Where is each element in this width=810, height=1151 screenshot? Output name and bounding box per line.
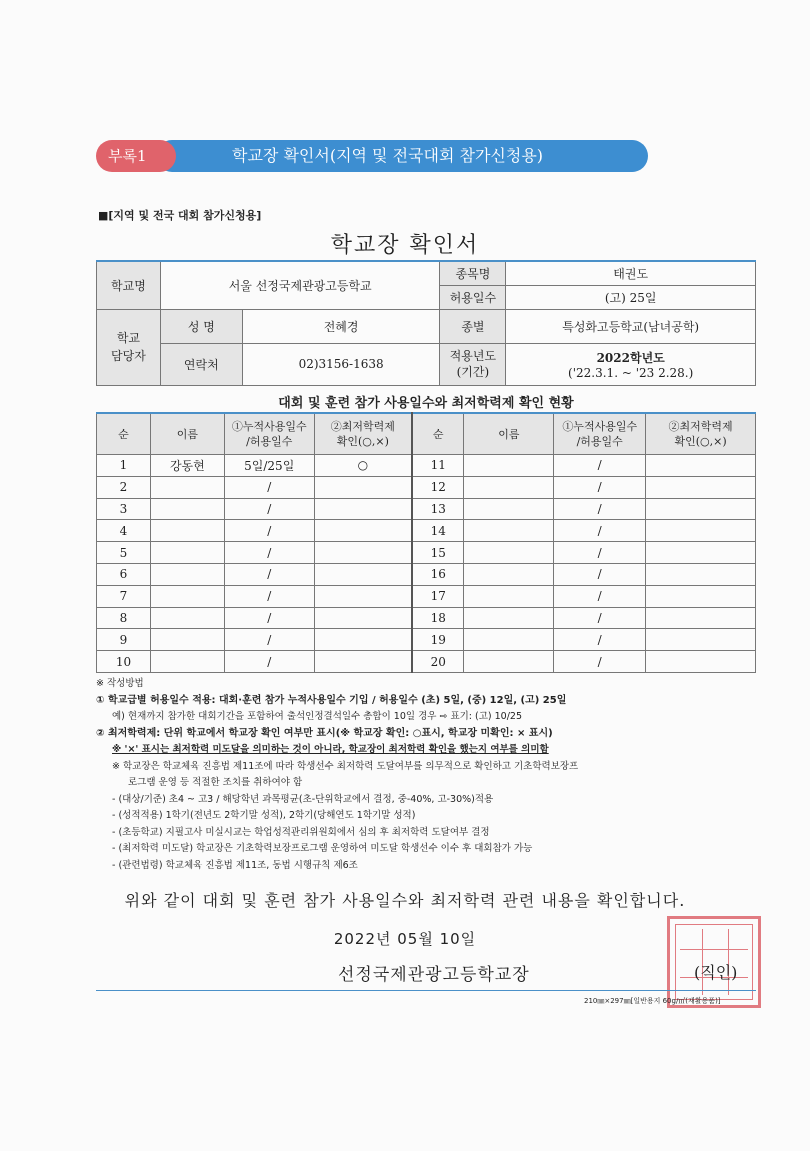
writing-instructions xyxy=(96,676,776,874)
table-cell xyxy=(464,498,554,520)
table-cell xyxy=(646,455,756,477)
col-header: 순 xyxy=(97,413,151,455)
year-value: 2022학년도 xyxy=(596,350,665,365)
year-label: 적용년도 (기간) xyxy=(440,343,506,385)
table-row xyxy=(97,498,756,520)
table-cell: / xyxy=(554,476,646,498)
col-header: ①누적사용일수 /허용일수 xyxy=(224,413,314,455)
notes-title: ※ 작성방법 xyxy=(96,678,144,689)
table-row xyxy=(97,563,756,585)
note-2-warning: ※ '×' 표시는 최저학력 미도달을 의미하는 것이 아니라, 학교장이 최저학력 확인을 했는지 여부를 의미함 xyxy=(112,744,549,755)
criteria-target: - (대상/기준) 초4 ~ 고3 / 해당학년 과목평균(초-단위학교에서 결정, 중-40%, 고-30%)적용 xyxy=(112,793,494,805)
table-cell: / xyxy=(224,585,314,607)
table-cell xyxy=(314,607,412,629)
section-title: 대회 및 훈련 참가 사용일수와 최저학력제 확인 현황 xyxy=(278,396,574,411)
school-info-table xyxy=(96,260,756,386)
name-label: 성 명 xyxy=(160,309,242,343)
table-cell xyxy=(464,455,554,477)
table-cell xyxy=(314,476,412,498)
table-cell xyxy=(646,563,756,585)
type-label: 종별 xyxy=(440,309,506,343)
col-header: 이름 xyxy=(150,413,224,455)
table-cell: / xyxy=(554,629,646,651)
table-cell: 3 xyxy=(97,498,151,520)
type-value: 특성화고등학교(남녀공학) xyxy=(506,309,756,343)
col-header: ②최저학력제 확인(○,×) xyxy=(314,413,412,455)
table-cell: / xyxy=(554,520,646,542)
col-header: ②최저학력제 확인(○,×) xyxy=(646,413,756,455)
table-cell xyxy=(646,607,756,629)
table-cell: 10 xyxy=(97,651,151,673)
table-cell xyxy=(150,563,224,585)
table-row xyxy=(97,607,756,629)
table-cell xyxy=(464,563,554,585)
table-cell xyxy=(464,629,554,651)
table-cell: 2 xyxy=(97,476,151,498)
bottom-rule xyxy=(96,990,756,991)
criteria-law: - (관련법령) 학교체육 진흥법 제11조, 동법 시행규칙 제6조 xyxy=(112,859,358,871)
table-cell: 강동현 xyxy=(150,455,224,477)
criteria-grades: - (성적적용) 1학기(전년도 2학기말 성적), 2학기(당해연도 1학기말 성적) xyxy=(112,810,416,821)
table-cell xyxy=(464,651,554,673)
note-1: ① 학교급별 허용일수 적용: 대회·훈련 참가 누적사용일수 기입 / 허용일수 (초) 5일, (중) 12일, (고) 25일 xyxy=(96,694,567,706)
table-cell: / xyxy=(554,651,646,673)
sport-label: 종목명 xyxy=(440,261,506,285)
table-cell: 13 xyxy=(412,498,464,520)
seal-label: (직인) xyxy=(694,963,738,982)
period-value: ('22.3.1. ~ '23 2.28.) xyxy=(568,365,694,380)
criteria-elementary: - (초등학교) 지필고사 미실시교는 학업성적관리위원회에서 심의 후 최저학력 도달여부 결정 xyxy=(112,826,490,838)
table-cell xyxy=(150,651,224,673)
table-cell: 17 xyxy=(412,585,464,607)
manager-label: 학교 담당자 xyxy=(97,309,161,385)
banner-tag: 부록1 xyxy=(96,140,176,172)
table-cell: / xyxy=(224,542,314,564)
table-row xyxy=(97,651,756,673)
table-cell: / xyxy=(224,520,314,542)
banner-title xyxy=(156,140,648,172)
table-cell: 6 xyxy=(97,563,151,585)
table-cell: 12 xyxy=(412,476,464,498)
table-cell: 5일/25일 xyxy=(224,455,314,477)
table-cell: 11 xyxy=(412,455,464,477)
table-row xyxy=(97,585,756,607)
table-cell xyxy=(646,520,756,542)
table-cell xyxy=(314,585,412,607)
col-header: 이름 xyxy=(464,413,554,455)
table-cell: / xyxy=(554,498,646,520)
banner-title-text: 학교장 확인서(지역 및 전국대회 참가신청용) xyxy=(232,146,544,165)
subheading: ■[지역 및 전국 대회 참가신청용] xyxy=(98,209,262,222)
table-cell xyxy=(150,607,224,629)
table-cell: 14 xyxy=(412,520,464,542)
table-cell: 18 xyxy=(412,607,464,629)
table-row xyxy=(97,455,756,477)
table-cell: 5 xyxy=(97,542,151,564)
table-row xyxy=(97,476,756,498)
note-2-detail-cont: 로그램 운영 등 적절한 조치를 취하여야 함 xyxy=(128,777,303,788)
table-cell: / xyxy=(224,563,314,585)
table-cell: ○ xyxy=(314,455,412,477)
table-cell: 16 xyxy=(412,563,464,585)
days-value: (고) 25일 xyxy=(506,285,756,309)
table-cell: 20 xyxy=(412,651,464,673)
table-cell xyxy=(646,498,756,520)
school-label: 학교명 xyxy=(97,261,161,309)
table-cell xyxy=(314,498,412,520)
note-1-example: 예) 현재까지 참가한 대회기간을 포함하여 출석인정결석일수 총합이 10일 경우 ⇨ 표기: (고) 10/25 xyxy=(112,711,523,722)
table-cell: / xyxy=(554,563,646,585)
participation-table xyxy=(96,412,756,673)
confirmation-statement: 위와 같이 대회 및 훈련 참가 사용일수와 최저학력 관련 내용을 확인합니다. xyxy=(124,891,686,910)
document-title: 학교장 확인서 xyxy=(330,233,480,258)
table-cell: 15 xyxy=(412,542,464,564)
table-cell xyxy=(150,498,224,520)
table-cell xyxy=(464,607,554,629)
table-cell: 4 xyxy=(97,520,151,542)
table-cell: / xyxy=(224,651,314,673)
note-2-detail: ※ 학교장은 학교체육 진흥법 제11조에 따라 학생선수 최저학력 도달여부를 의무적으로 확인하고 기초학력보장프 xyxy=(112,760,579,772)
contact-label: 연락처 xyxy=(160,343,242,385)
table-cell: 8 xyxy=(97,607,151,629)
table-cell xyxy=(646,585,756,607)
table-cell xyxy=(646,629,756,651)
school-value: 서울 선정국제관광고등학교 xyxy=(160,261,440,309)
appendix-banner xyxy=(96,140,648,172)
table-row xyxy=(97,520,756,542)
table-cell: 9 xyxy=(97,629,151,651)
table-cell xyxy=(314,563,412,585)
table-cell: 1 xyxy=(97,455,151,477)
table-cell xyxy=(314,629,412,651)
table-cell: / xyxy=(224,607,314,629)
table-cell xyxy=(314,651,412,673)
note-2: ② 최저학력제: 단위 학교에서 학교장 확인 여부만 표시(※ 학교장 확인: ○표시, 학교장 미확인: × 표시) xyxy=(96,727,553,739)
table-cell xyxy=(150,520,224,542)
table-cell xyxy=(646,476,756,498)
table-cell xyxy=(464,520,554,542)
table-cell xyxy=(150,629,224,651)
table-cell: / xyxy=(554,585,646,607)
table-cell: 19 xyxy=(412,629,464,651)
table-cell: 7 xyxy=(97,585,151,607)
col-header: 순 xyxy=(412,413,464,455)
year-cell xyxy=(506,343,756,385)
table-cell xyxy=(150,476,224,498)
table-cell xyxy=(150,542,224,564)
contact-value: 02)3156-1638 xyxy=(242,343,440,385)
col-header: ①누적사용일수 /허용일수 xyxy=(554,413,646,455)
sport-value: 태권도 xyxy=(506,261,756,285)
table-cell xyxy=(464,476,554,498)
table-cell xyxy=(314,520,412,542)
table-row xyxy=(97,629,756,651)
criteria-unmet: - (최저학력 미도달) 학교장은 기초학력보장프로그램 운영하여 미도달 학생선수 이수 후 대회참가 가능 xyxy=(112,843,533,854)
paper-spec: 210㎜×297㎜[일반용지 60g/㎡(재활용품)] xyxy=(584,997,721,1005)
table-cell: / xyxy=(554,542,646,564)
table-cell xyxy=(314,542,412,564)
table-row xyxy=(97,542,756,564)
table-cell: / xyxy=(554,607,646,629)
table-cell xyxy=(464,585,554,607)
table-cell: / xyxy=(224,498,314,520)
table-cell xyxy=(464,542,554,564)
days-label: 허용일수 xyxy=(440,285,506,309)
issue-date: 2022년 05월 10일 xyxy=(333,930,477,948)
name-value: 전혜경 xyxy=(242,309,440,343)
table-cell: / xyxy=(224,629,314,651)
principal-name: 선정국제관광고등학교장 xyxy=(338,965,530,985)
table-cell xyxy=(150,585,224,607)
table-cell xyxy=(646,542,756,564)
table-cell xyxy=(646,651,756,673)
table-cell: / xyxy=(554,455,646,477)
table-cell: / xyxy=(224,476,314,498)
table-header-row xyxy=(97,413,756,455)
